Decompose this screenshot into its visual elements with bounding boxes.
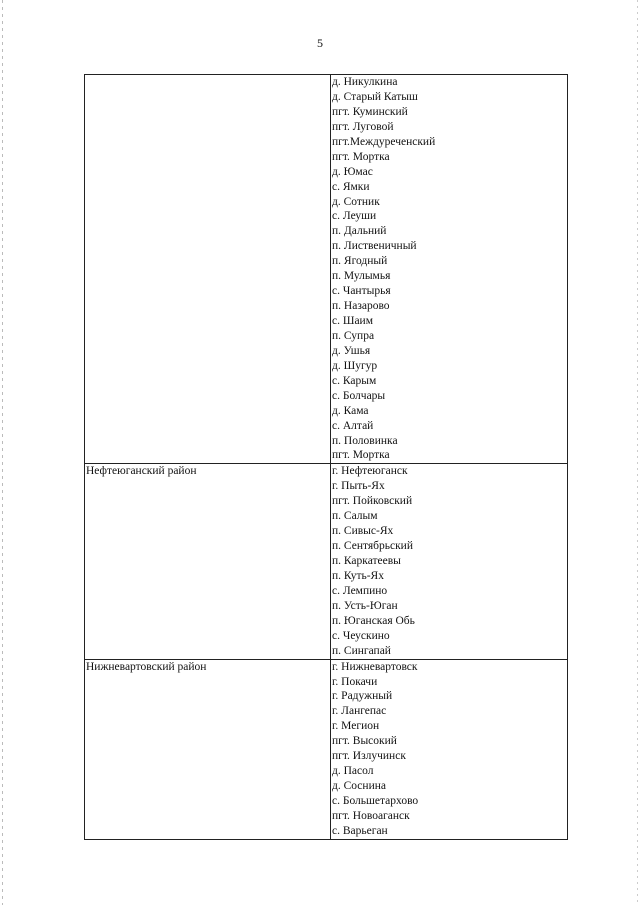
list-item: с. Болчары <box>332 389 386 402</box>
list-item: д. Сотник <box>332 195 380 208</box>
list-item: д. Никулкина <box>332 76 398 88</box>
list-item: д. Пасол <box>332 765 374 778</box>
places-cell <box>331 464 567 658</box>
district-cell: Нижневартовский район <box>85 660 331 839</box>
settlements-table <box>84 74 568 840</box>
list-item: пгт. Пойковский <box>332 495 413 508</box>
list-item: с. Карым <box>332 374 377 387</box>
district-cell: Нефтеюганский район <box>85 464 331 658</box>
list-item: пгт. Луговой <box>332 120 394 133</box>
list-item: п. Лиственичный <box>332 240 417 253</box>
list-item: с. Варьеган <box>332 824 388 837</box>
list-item: пгт. Высокий <box>332 735 397 748</box>
list-item: пгт. Мортка <box>332 150 390 163</box>
list-item: п. Половинка <box>332 434 398 447</box>
table-row <box>85 464 567 659</box>
list-item: п. Юганская Обь <box>332 614 415 627</box>
list-item: д. Соснина <box>332 780 386 793</box>
list-item: п. Усть-Юган <box>332 599 398 612</box>
scan-edge-right <box>637 0 638 905</box>
list-item: г. Пыть-Ях <box>332 480 385 493</box>
list-item: д. Ушья <box>332 344 371 357</box>
list-item: пгт. Новоаганск <box>332 809 410 822</box>
list-item: пгт.Междуреченский <box>332 135 436 148</box>
list-item: п. Сивыс-Ях <box>332 525 394 538</box>
list-item: с. Леуши <box>332 210 377 223</box>
list-item: с. Большетархово <box>332 795 419 807</box>
list-item: пгт. Куминский <box>332 105 408 118</box>
list-item: с. Алтай <box>332 419 374 432</box>
list-item: д. Старый Катыш <box>332 90 418 103</box>
list-item: п. Каркатеевы <box>332 555 401 567</box>
list-item: г. Радужный <box>332 690 393 703</box>
list-item: г. Нефтеюганск <box>332 465 408 478</box>
list-item: г. Покачи <box>332 675 378 688</box>
list-item: с. Чеускино <box>332 629 390 642</box>
list-item: с. Ямки <box>332 180 370 193</box>
scan-edge-left <box>2 0 3 905</box>
places-cell <box>331 660 567 839</box>
list-item: п. Дальний <box>332 225 387 238</box>
places-cell <box>331 75 567 463</box>
list-item: г. Лангепас <box>332 705 387 718</box>
list-item: г. Нижневартовск <box>332 660 418 673</box>
list-item: пгт. Излучинск <box>332 750 406 763</box>
list-item: с. Шаим <box>332 315 373 327</box>
list-item: п. Назарово <box>332 300 390 313</box>
list-item: д. Юмас <box>332 165 373 178</box>
list-item: д. Шугур <box>332 359 378 372</box>
list-item: п. Супра <box>332 329 375 342</box>
page-number: 5 <box>317 36 323 50</box>
list-item: д. Кама <box>332 404 369 417</box>
list-item: г. Мегион <box>332 720 380 733</box>
district-cell <box>85 75 331 463</box>
list-item: п. Мулымья <box>332 270 391 283</box>
table-row <box>85 75 567 464</box>
list-item: с. Лемпино <box>332 584 388 597</box>
list-item: п. Салым <box>332 510 378 523</box>
list-item: п. Куть-Ях <box>332 569 384 582</box>
list-item: п. Ягодный <box>332 255 388 268</box>
list-item: с. Чантырья <box>332 285 391 298</box>
table-row <box>85 660 567 839</box>
list-item: п. Сингапай <box>332 644 391 657</box>
list-item: пгт. Мортка <box>332 449 390 462</box>
list-item: п. Сентябрьский <box>332 540 413 553</box>
